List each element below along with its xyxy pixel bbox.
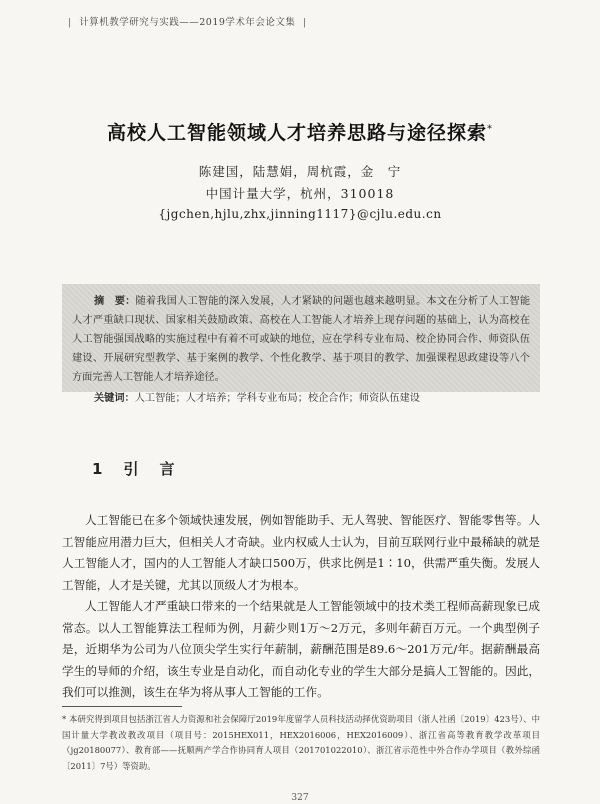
page-number: 327 [291, 793, 309, 803]
section-number: 1 [92, 460, 106, 478]
keywords-line [72, 389, 530, 408]
keywords-label: 关键词： [94, 393, 135, 404]
section-heading [92, 458, 177, 479]
abstract-label: 摘 要： [94, 296, 136, 307]
body-paragraph-2: 人工智能人才严重缺口带来的一个结果就是人工智能领域中的技术类工程师高薪现象已成常态。以人工智能算法工程师为例，月薪少则1万～2万元，多则年薪百万元。一个典型例子是，近期华为公司为八位顶尖学生实行年薪制，薪酬范围是89.6～201万元/年。据薪酬最高学生的导师的介绍，该生专业是自动化，而自动化专业的学生大部分是搞人工智能的。因此，我们可以推测，该生在华为将从事人工智能的工作。 [62, 599, 540, 699]
running-head-text: 计算机教学研究与实践——2019学术年会论文集 [79, 17, 296, 28]
keywords-text: 人工智能；人才培养；学科专业布局；校企合作；师资队伍建设 [134, 393, 420, 404]
affiliation: 中国计量大学，杭州，310018 [205, 186, 395, 201]
abstract-paragraph [72, 292, 530, 387]
title-footnote-mark: * [487, 123, 493, 135]
author-emails: {jgchen,hjlu,zhx,jinning1117}@cjlu.edu.cn [158, 207, 442, 221]
running-head-bar-right: | [302, 17, 307, 28]
paper-title-text: 高校人工智能领域人才培养思路与途径探索 [106, 122, 487, 144]
authors: 陈建国，陆慧娟，周杭霞，金 宁 [198, 164, 402, 179]
body-text [62, 510, 540, 704]
abstract-box [62, 284, 540, 404]
body-paragraph-1: 人工智能已在多个领域快速发展，例如智能助手、无人驾驶、智能医疗、智能零售等。人工智能应用潜力巨大，但相关人才奇缺。业内权威人士认为，目前互联网行业中最稀缺的就是人工智能人才，国内的人工智能人才缺口500万，供求比例是1∶10，供需严重失衡。发展人工智能，人才是关键，尤其以顶级人才为根本。 [62, 513, 540, 592]
running-head-bar-left: | [68, 17, 72, 28]
abstract-text: 随着我国人工智能的深入发展，人才紧缺的问题也越来越明显。本文在分析了人工智能人才严重缺口现状、国家相关鼓励政策、高校在人工智能人才培养上现存问题的基础上，认为高校在人工智能强国战略的实施过程中有着不可或缺的地位，应在学科专业布局、校企协同合作、师资队伍建设、开展研究型教学、基于案例的教学、个性化教学、基于项目的教学、加强课程思政建设等八个方面完善人工智能人才培养途径。 [72, 296, 531, 383]
section-title: 引 言 [123, 460, 178, 478]
footnote-divider [62, 706, 182, 707]
running-head [64, 14, 311, 28]
paper-title [0, 118, 600, 145]
footnote: * 本研究得到项目包括浙江省人力资源和社会保障厅2019年度留学人员科技活动择优资助项目（浙人社函〔2019〕423号）、中国计量大学教改教改项目（项目号：2015HEX011，HEX2016006，HEX2016009）、浙江省高等教育教学改革项目（jg20180077）、教育部——抚顺两产学合作协同育人项目（201701022010）、浙江省示范性中外合作办学项目（教外综函〔2011〕7号）等资助。 [62, 714, 540, 771]
